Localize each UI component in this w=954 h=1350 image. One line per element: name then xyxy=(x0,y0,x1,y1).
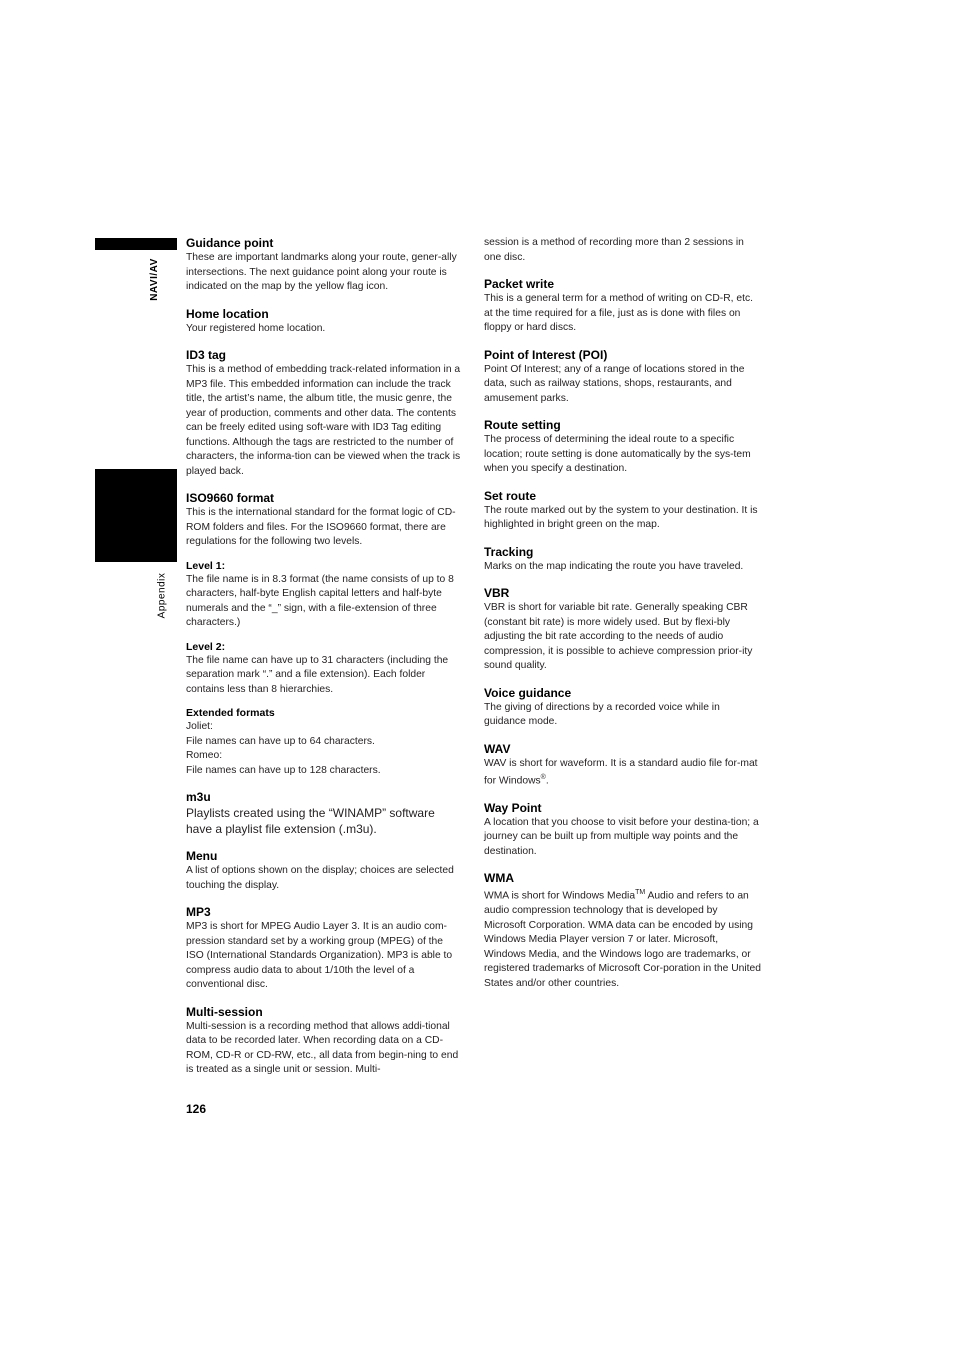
term-title: Multi-session xyxy=(186,1004,263,1019)
term-title: ISO9660 format xyxy=(186,491,275,505)
level-1-text: The file name is in 8.3 format (the name consists of up to 8 characters, half-byte English capital letters and half-byte numerals and the “_” sign, with a file-extension of three characters.) xyxy=(186,573,454,628)
glossary-entry-mp3 xyxy=(186,905,462,993)
term-definition: Point Of Interest; any of a range of locations stored in the data, such as railway stations, shops, restaurants, and amusement parks. xyxy=(484,363,745,404)
term-definition: The route marked out by the system to your destination. It is highlighted in bright green on the map. xyxy=(484,504,758,530)
term-definition: This is a general term for a method of writing on CD-R, etc. at the time required for a file, just as is done with files on floppy or hard discs. xyxy=(484,293,753,333)
term-title: ID3 tag xyxy=(186,348,227,362)
page-number: 126 xyxy=(186,1102,207,1116)
glossary-entry-route-setting xyxy=(484,418,762,477)
glossary-entry-guidance-point xyxy=(186,236,462,295)
side-label-navi-av: NAVI/AV xyxy=(148,258,160,301)
glossary-entry-id3-tag xyxy=(186,348,462,479)
term-title: Route setting xyxy=(484,418,561,432)
left-column xyxy=(186,236,462,1090)
glossary-entry-way-point xyxy=(484,801,762,860)
trademark-mark: TM xyxy=(635,889,646,897)
iso-level-2 xyxy=(186,641,462,698)
term-title: VBR xyxy=(484,586,510,600)
term-definition: VBR is short for variable bit rate. Generally speaking CBR (constant bit rate) is more widely used. But by flexi-bly adjusting the bit rate according to the needs of audio compression, it is possible to achieve compression prior-ity sound quality. xyxy=(484,602,753,671)
term-definition: A location that you choose to visit before your destina-tion; a journey can be built up from multiple way points and the destination. xyxy=(484,816,759,857)
right-column xyxy=(484,236,762,1003)
term-title: WAV xyxy=(484,741,511,756)
wav-end: . xyxy=(545,775,549,787)
section-tab-block xyxy=(95,469,177,562)
term-title: Guidance point xyxy=(186,236,274,250)
side-label-appendix: Appendix xyxy=(156,572,168,619)
term-title: Voice guidance xyxy=(484,685,572,700)
joliet-label: Joliet: xyxy=(186,721,213,732)
term-definition: Multi-session is a recording method that allows addi-tional data to be recorded later. When recording data on a CD-ROM, CD-R or CD-RW, etc., all data from begin-ning to end is treated as a single unit or session. Multi- xyxy=(186,1020,459,1075)
level-2-label: Level 2: xyxy=(186,640,226,653)
term-title: Point of Interest (POI) xyxy=(484,347,608,362)
glossary-entry-set-route xyxy=(484,489,762,533)
term-title: Way Point xyxy=(484,800,542,815)
glossary-entry-tracking xyxy=(484,545,762,575)
glossary-entry-packet-write xyxy=(484,277,762,336)
term-definition: These are important landmarks along your route, gener-ally intersections. The next guidance point along your route is indicated on the map by the yellow flag icon. xyxy=(186,252,457,292)
term-title: Tracking xyxy=(484,544,534,559)
term-title: Home location xyxy=(186,306,269,321)
glossary-entry-home-location xyxy=(186,307,462,337)
term-title: Menu xyxy=(186,849,218,863)
glossary-entry-m3u xyxy=(186,790,462,837)
term-definition: MP3 is short for MPEG Audio Layer 3. It is an audio com-pression standard set by a working group (MPEG) of the ISO (International Standards Organization). MP3 is able to compress audio data to about 1/10th the level of a conventional disc. xyxy=(186,921,453,990)
term-definition: Playlists created using the “WINAMP” software have a playlist file extension (.m3u). xyxy=(186,806,435,836)
romeo-text: File names can have up to 128 characters. xyxy=(186,764,381,776)
glossary-entry-voice-guidance xyxy=(484,686,762,730)
term-title: WMA xyxy=(484,871,514,886)
term-definition: A list of options shown on the display; choices are selected touching the display. xyxy=(186,865,454,891)
glossary-entry-wav xyxy=(484,742,762,789)
multi-session-continuation xyxy=(484,236,762,265)
wma-text-end: Audio and refers to an audio compression technology that is developed by Microsoft Corporation. WMA data can be encoded by using Windows Media Player version 7 or later. Microsoft, Windows Media, and the Windows logo are trademarks, or registered trademarks of Microsoft Cor-poration in the United States and/or other countries. xyxy=(484,890,761,989)
romeo-label: Romeo: xyxy=(186,750,223,761)
term-definition: Your registered home location. xyxy=(186,322,326,334)
glossary-entry-wma xyxy=(484,871,762,991)
level-2-text: The file name can have up to 31 characters (including the separation mark “.” and a file extension). Each folder contains less than 8 hierarchies. xyxy=(186,654,449,695)
extended-formats xyxy=(186,707,462,778)
term-definition xyxy=(484,886,762,991)
glossary-entry-iso9660 xyxy=(186,491,462,778)
continuation-text: session is a method of recording more than 2 sessions in one disc. xyxy=(484,237,744,263)
extended-formats-label: Extended formats xyxy=(186,707,275,719)
term-title: Set route xyxy=(484,488,537,503)
wma-text-start: WMA is short for Windows Media xyxy=(484,890,636,902)
term-definition: The process of determining the ideal route to a specific location; route setting is done automatically by the sys-tem when you specify a destination. xyxy=(484,434,751,474)
iso-level-1 xyxy=(186,560,462,631)
joliet-text: File names can have up to 64 characters. xyxy=(186,735,375,747)
section-tab-bar xyxy=(95,238,177,250)
level-1-label: Level 1: xyxy=(186,559,226,572)
wav-text: WAV is short for waveform. It is a standard audio file for-mat for Windows xyxy=(484,757,758,787)
term-definition: The giving of directions by a recorded voice while in guidance mode. xyxy=(484,701,720,727)
term-title: Packet write xyxy=(484,277,555,291)
glossary-entry-poi xyxy=(484,348,762,407)
term-definition xyxy=(484,757,762,789)
glossary-entry-menu xyxy=(186,849,462,893)
glossary-entry-vbr xyxy=(484,586,762,674)
term-title: MP3 xyxy=(186,905,211,919)
term-definition: This is a method of embedding track-related information in a MP3 file. This embedded information can include the track title, the artist’s name, the album title, the music genre, the year of production, comments and other data. The contents can be freely edited using soft-ware with ID3 Tag editing functions. Although the tags are restricted to the number of characters, the informa-tion can be viewed when the track is played back. xyxy=(186,364,461,477)
glossary-entry-multi-session xyxy=(186,1005,462,1078)
term-definition: This is the international standard for the format logic of CD-ROM folders and files. For the ISO9660 format, there are regulations for the following two levels. xyxy=(186,507,456,547)
registered-mark: ® xyxy=(540,774,546,781)
term-title: m3u xyxy=(186,790,211,804)
term-definition: Marks on the map indicating the route you have traveled. xyxy=(484,560,744,572)
